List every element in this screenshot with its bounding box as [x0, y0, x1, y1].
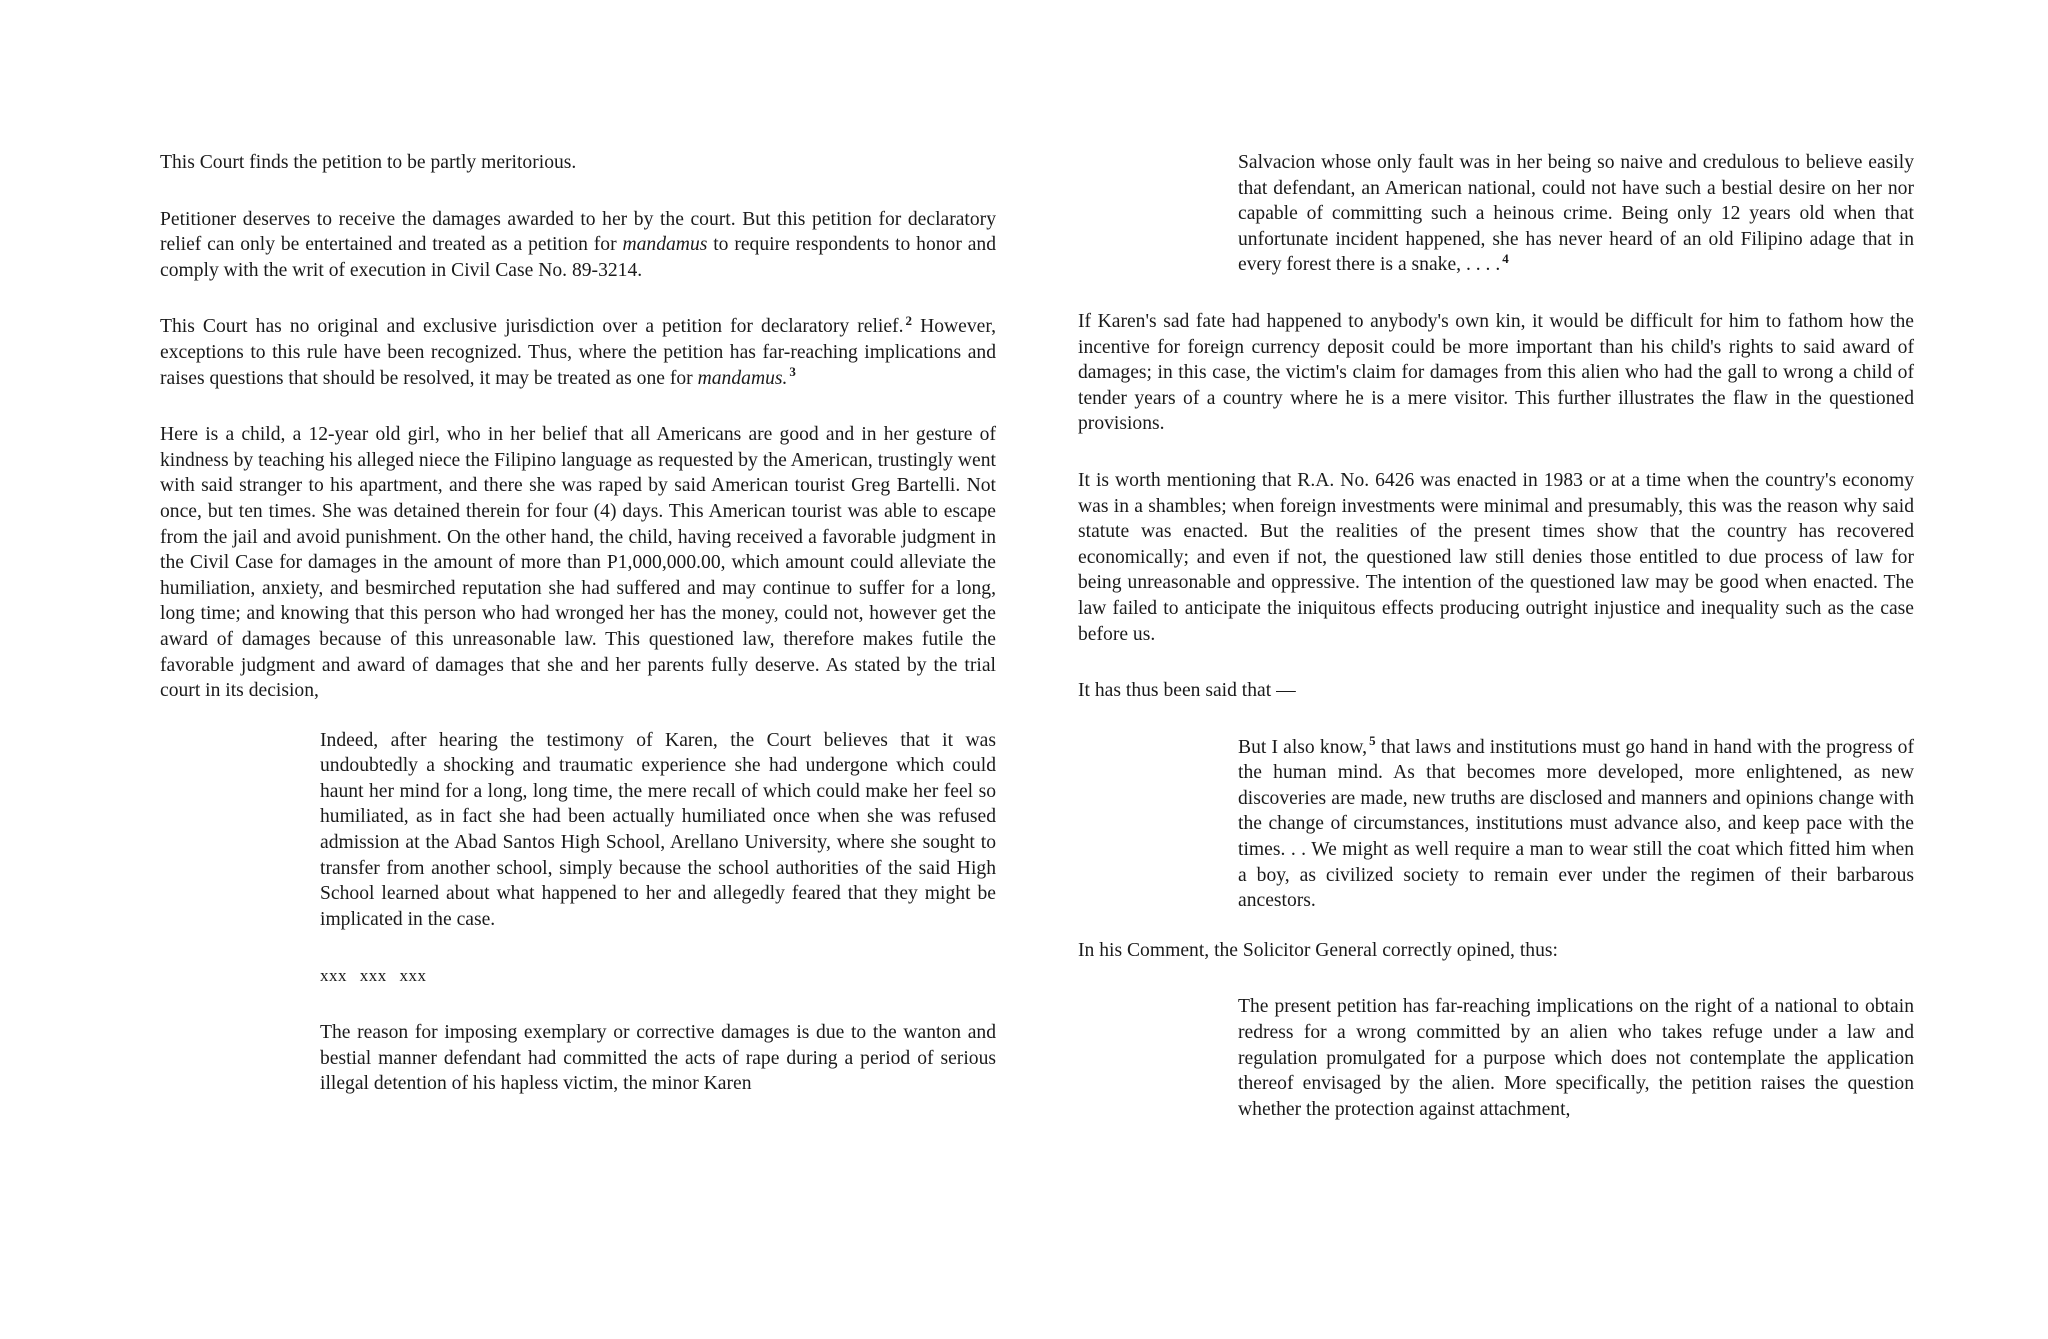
footnote-ref-5[interactable]: 5 — [1369, 733, 1376, 749]
block-quote-salvacion: Salvacion whose only fault was in her being so naive and credulous to believe easily that defendant, an American national, could not have such a bestial desire on her nor capable of committing such a heinous crime. Being only 12 years old when that unfortunate incident happened, she has never heard of an old Filipino adage that in every forest there is a snake, . . . . $^4$ — [1238, 152, 1914, 276]
block-quote-trial-court: Indeed, after hearing the testimony of Karen, the Court believes that it was undoubtedly a shocking and traumatic experience she had undergone which could haunt her mind for a long, long time, the mere recall of which could make her feel so humiliated, as in fact she had been actually humiliated once when she was refused admission at the Abad Santos High School, Arellano University, where she sought to transfer from another school, simply because the school authorities of the said High School learned about what happened to her and allegedly feared that they might be implicated in the case. — [320, 729, 996, 930]
block-quote-exemplary-damages: The reason for imposing exemplary or corrective damages is due to the wanton and bestial manner defendant had committed the acts of rape during a period of serious illegal detention of his hapless victim, the minor Karen — [320, 1022, 996, 1095]
paragraph-solicitor-general: In his Comment, the Solicitor General correctly opined, thus: — [1078, 939, 1558, 961]
paragraph-karen-fate: If Karen's sad fate had happened to anybody's own kin, it would be difficult for him to fathom how the incentive for foreign currency deposit could be more important than his child's rights to said award of damages; in this case, the victim's claim for damages from this alien who had the gall to wrong a child of tender years of a country where he is a mere visitor. This further illustrates the flaw in the questioned provisions. — [1078, 310, 1914, 435]
footnote-ref-4[interactable]: 4 — [1502, 250, 1509, 266]
footnote-ref-2[interactable]: 2 — [905, 312, 912, 328]
paragraph-thus-said: It has thus been said that — — [1078, 680, 1296, 702]
block-quote-present-petition: The present petition has far-reaching implications on the right of a national to obtain redress for a wrong committed by an alien who takes refuge under a law and regulation promulgated for a purpose which does not contemplate the application thereof envisaged by the alien. More specifically, the petition raises the question whether the protection against attachment, — [1238, 996, 1914, 1120]
left-page-column — [160, 150, 996, 1128]
mandamus-italic: mandamus. — [697, 367, 788, 389]
mandamus-italic: mandamus — [622, 234, 708, 256]
paragraph-petitioner-damages: Petitioner deserves to receive the damages awarded to her by the court. But this petition for declaratory relief can only be entertained and treated as a petition for mandamus to require respondents to honor and comply with the writ of execution in Civil Case No. 89-3214. — [160, 208, 997, 281]
right-page-column — [1078, 150, 1914, 1153]
paragraph-child-case: Here is a child, a 12-year old girl, who in her belief that all Americans are good and in her gesture of kindness by teaching his alleged niece the Filipino language as requested by the American, trustingly went with said stranger to his apartment, and there she was raped by said American tourist Greg Bartelli. Not once, but ten times. She was detained therein for four (4) days. This American tourist was able to escape from the jail and avoid punishment. On the other hand, the child, having received a favorable judgment in the Civil Case for damages in the amount of more than P1,000,000.00, which amount could alleviate the humiliation, anxiety, and besmirched reputation she had suffered and may continue to suffer for a long, long time; and knowing that this person who had wronged her has the money, could not, however get the award of damages because of this unreasonable law. This questioned law, therefore makes futile the favorable judgment and award of damages that she and her parents fully deserve. As stated by the trial court in its decision, — [160, 424, 996, 702]
footnote-ref-3[interactable]: 3 — [789, 364, 796, 380]
paragraph-court-finding: This Court finds the petition to be partly meritorious. — [160, 152, 577, 173]
paragraph-ra-6426: It is worth mentioning that R.A. No. 6426 was enacted in 1983 or at a time when the country's economy was in a shambles; when foreign investments were minimal and presumably, this was the reason why said statute was enacted. But the realities of the present times show that the country has recovered economically; and even if not, the questioned law still denies those entitled to due process of law for being unreasonable and oppressive. The intention of the questioned law may be good when enacted. The law failed to anticipate the iniquitous effects producing outright injustice and inequality such as the case before us. — [1078, 469, 1914, 645]
omission-marker: xxx xxx xxx — [320, 966, 427, 986]
paragraph-jurisdiction: This Court has no original and exclusive jurisdiction over a petition for declaratory relief. $^2$ However, exceptions to this rule have been recognized. Thus, where the petition has far-reaching implications and raises questions that should be resolved, it may be treated as one for mandamus. $^3$ — [160, 312, 997, 389]
block-quote-laws-institutions: But I also know, $^5$ that laws and institutions must go hand in hand with the progress of the human mind. As that becomes more developed, more enlightened, as new discoveries are made, new truths are disclosed and manners and opinions change with the change of circumstances, institutions must advance also, and keep pace with the times. . . We might as well require a man to wear still the coat which fitted him when a boy, as civilized society to remain ever under the regimen of their barbarous ancestors. — [1238, 733, 1914, 912]
